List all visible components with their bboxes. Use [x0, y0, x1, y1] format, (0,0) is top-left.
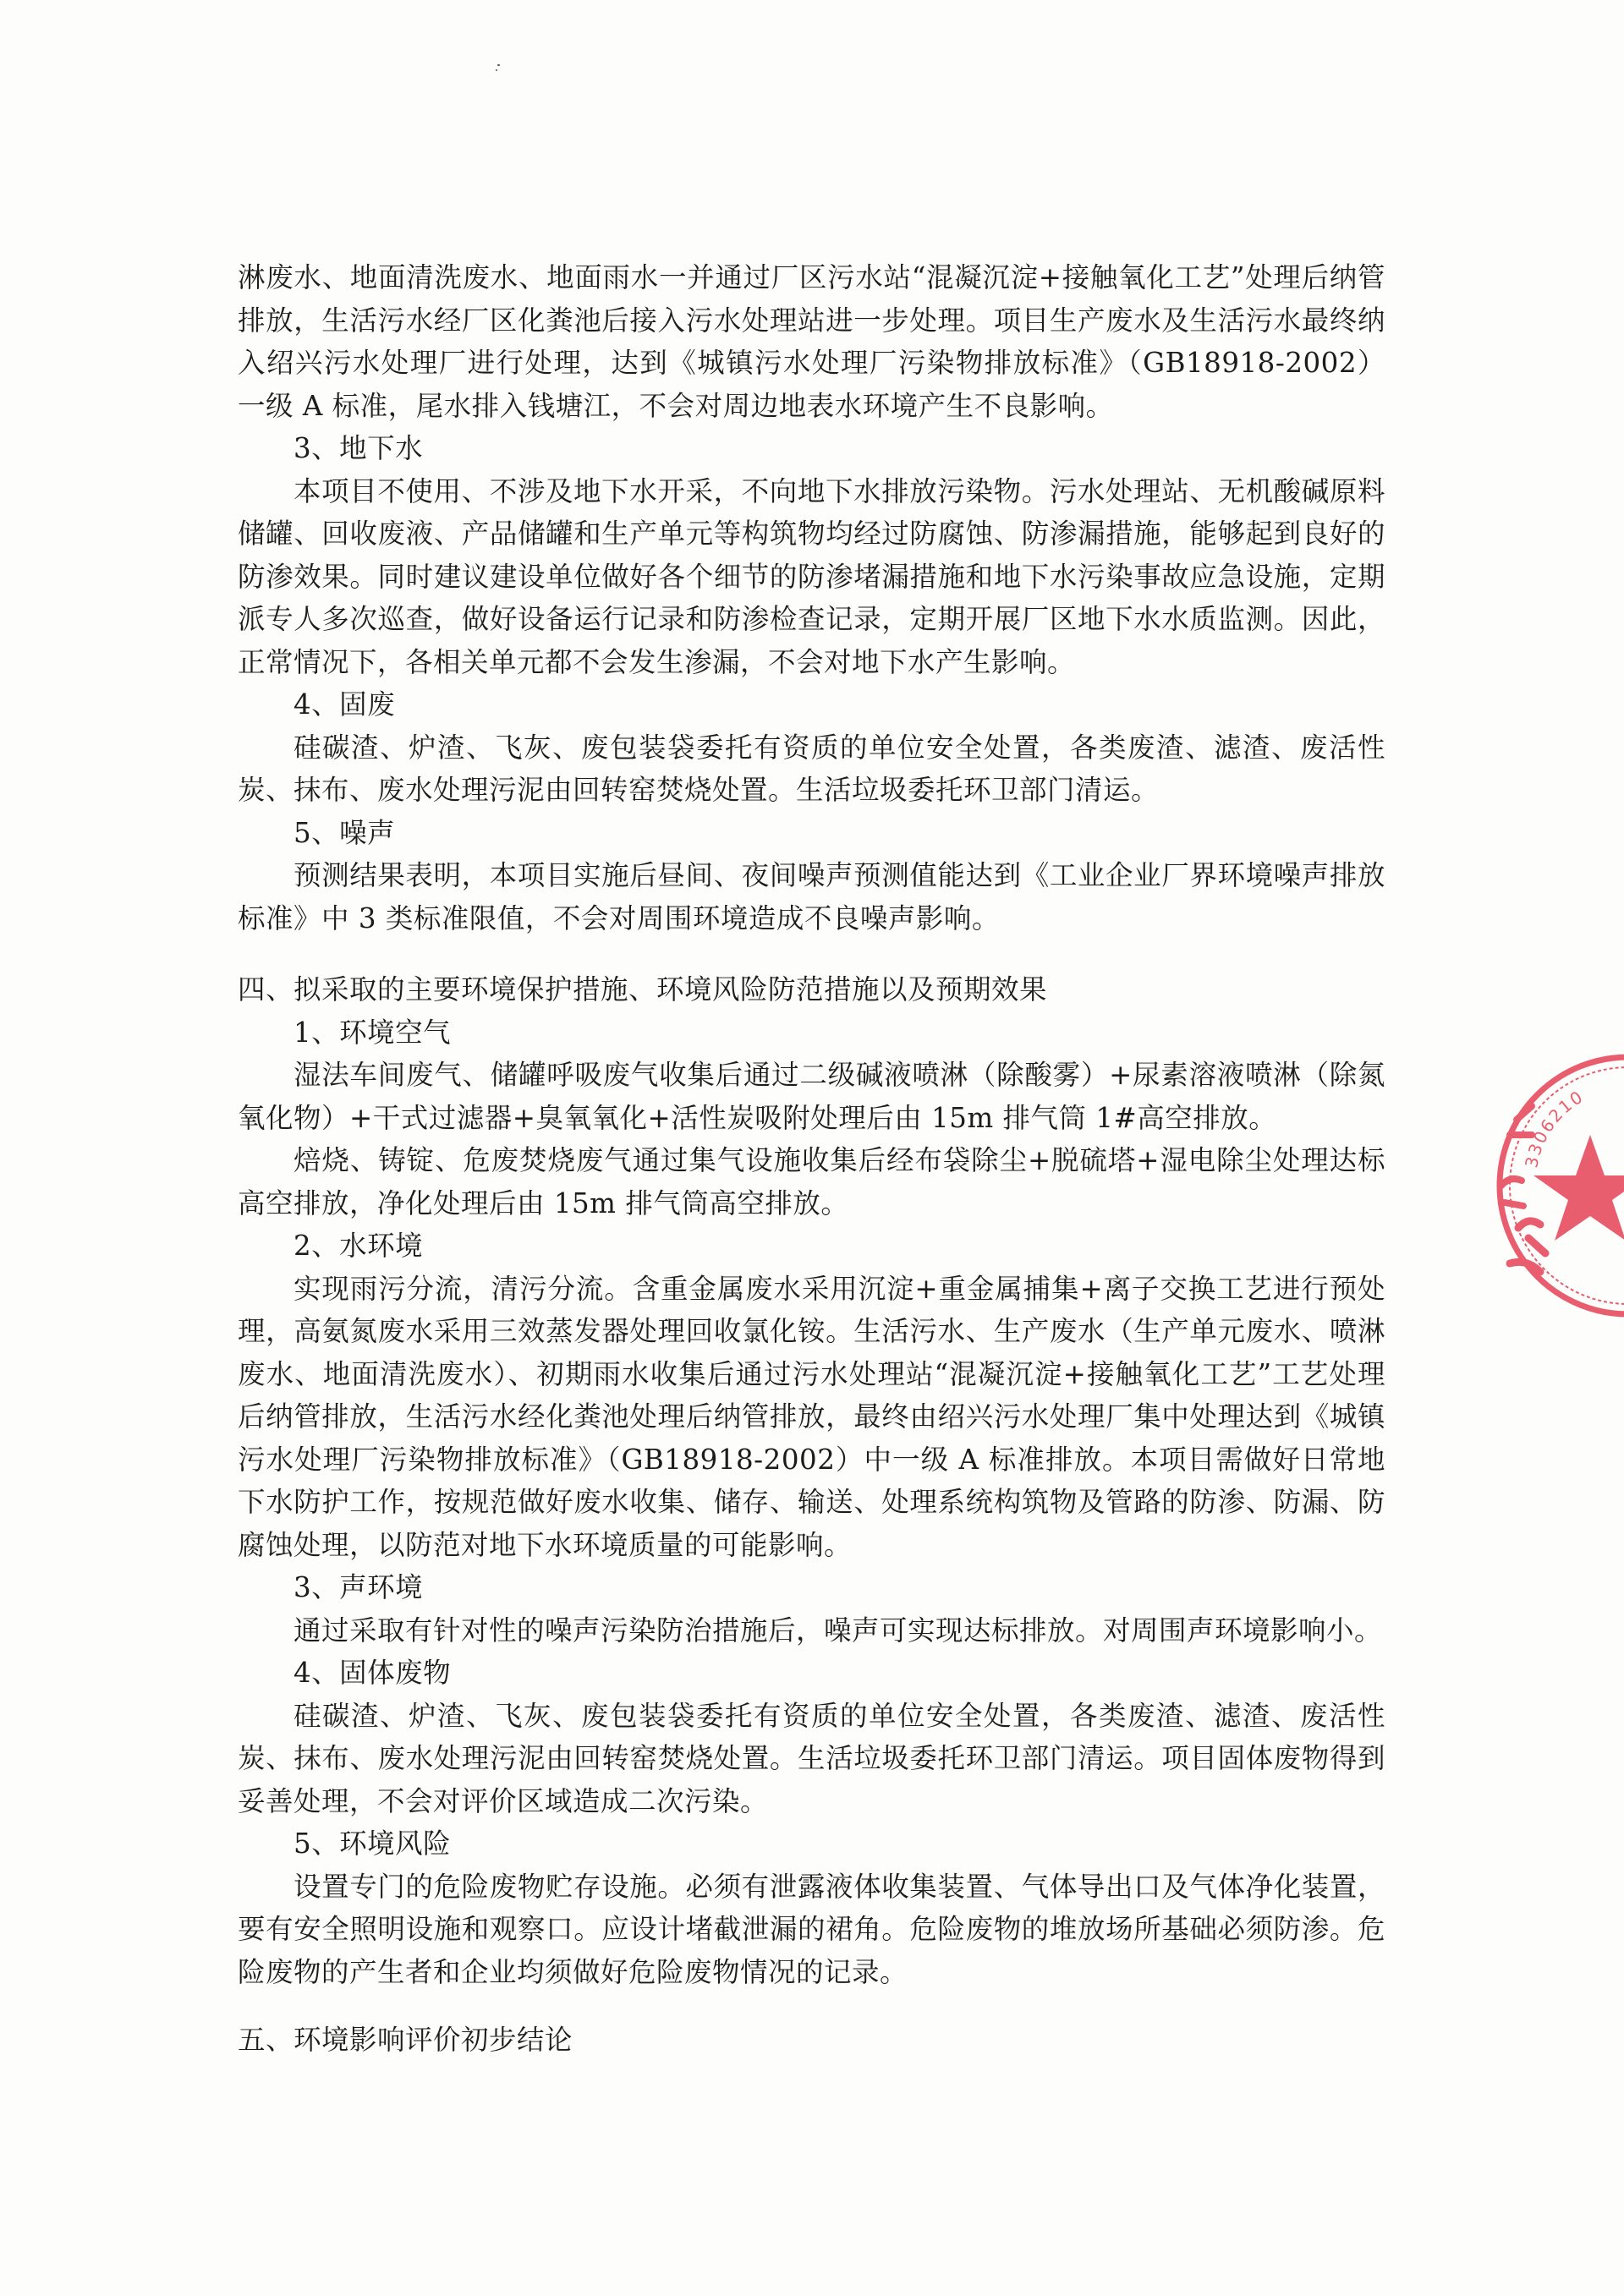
paragraph-acoustic-environment: 通过采取有针对性的噪声污染防治措施后，噪声可实现达标排放。对周围声环境影响小。	[294, 1614, 1383, 1647]
heading-water-environment: 2、水环境	[294, 1230, 424, 1262]
heading-solid-waste: 4、固废	[294, 688, 396, 721]
paragraph-groundwater: 本项目不使用、不涉及地下水开采，不向地下水排放污染物。污水处理站、无机酸碱原料储罐、回收废液、产品储罐和生产单元等构筑物均经过防腐蚀、防渗漏措施，能够起到良好的防渗效果。同时建议建设单位做好各个细节的防渗堵漏措施和地下水污染事故应急设施，定期派专人多次巡查，做好设备运行记录和防渗检查记录，定期开展厂区地下水水质监测。因此，正常情况下，各相关单元都不会发生渗漏，不会对地下水产生影响。	[238, 474, 1385, 678]
section-heading-4: 四、拟采取的主要环境保护措施、环境风险防范措施以及预期效果	[238, 973, 1048, 1006]
paragraph-water-environment: 实现雨污分流，清污分流。含重金属废水采用沉淀+重金属捕集+离子交换工艺进行预处理，高氨氮废水采用三效蒸发器处理回收氯化铵。生活污水、生产废水（生产单元废水、喷淋废水、地面清洗废水）、初期雨水收集后通过污水处理站“混凝沉淀+接触氧化工艺”工艺处理后纳管排放，生活污水经化粪池处理后纳管排放，最终由绍兴污水处理厂集中处理达到《城镇污水处理厂污染物排放标准》（GB18918-2002）中一级 A 标准排放。本项目需做好日常地下水防护工作，按规范做好废水收集、储存、输送、处理系统构筑物及管路的防渗、防漏、防腐蚀处理，以防范对地下水环境质量的可能影响。	[238, 1272, 1385, 1561]
paragraph-ambient-air-2: 焙烧、铸锭、危废焚烧废气通过集气设施收集后经布袋除尘+脱硫塔+湿电除尘处理达标高空排放，净化处理后由 15m 排气筒高空排放。	[238, 1144, 1385, 1219]
heading-groundwater: 3、地下水	[294, 432, 424, 464]
paragraph-noise: 预测结果表明，本项目实施后昼间、夜间噪声预测值能达到《工业企业厂界环境噪声排放标准》中 3 类标准限值，不会对周围环境造成不良噪声影响。	[238, 859, 1385, 934]
seal-number: 3306210	[1521, 1086, 1588, 1170]
paragraph-solid-waste-measures: 硅碳渣、炉渣、飞灰、废包装袋委托有资质的单位安全处置，各类废渣、滤渣、废活性炭、抹布、废水处理污泥由回转窑焚烧处置。生活垃圾委托环卫部门清运。项目固体废物得到妥善处理，不会对评价区域造成二次污染。	[238, 1699, 1385, 1817]
heading-ambient-air: 1、环境空气	[294, 1016, 452, 1049]
scan-speck	[497, 64, 500, 66]
heading-environmental-risk: 5、环境风险	[294, 1827, 452, 1860]
heading-acoustic-environment: 3、声环境	[294, 1571, 424, 1603]
section-gap	[238, 940, 1385, 968]
section-gap	[238, 1993, 1385, 2019]
paragraph-solid-waste: 硅碳渣、炉渣、飞灰、废包装袋委托有资质的单位安全处置，各类废渣、滤渣、废活性炭、抹布、废水处理污泥由回转窑焚烧处置。生活垃圾委托环卫部门清运。	[238, 731, 1385, 806]
paragraph-surface-water: 淋废水、地面清洗废水、地面雨水一并通过厂区污水站“混凝沉淀+接触氧化工艺”处理后纳管排放，生活污水经厂区化粪池后接入污水处理站进一步处理。项目生产废水及生活污水最终纳入绍兴污水处理厂进行处理，达到《城镇污水处理厂污染物排放标准》（GB18918-2002）一级 A 标准，尾水排入钱塘江，不会对周边地表水环境产生不良影响。	[238, 261, 1385, 422]
seal-star-icon	[1533, 1135, 1624, 1241]
official-seal	[1484, 1042, 1624, 1321]
heading-noise: 5、噪声	[294, 816, 396, 849]
heading-solid-waste-measures: 4、固体废物	[294, 1657, 452, 1689]
paragraph-environmental-risk: 设置专门的危险废物贮存设施。必须有泄露液体收集装置、气体导出口及气体净化装置，要有安全照明设施和观察口。应设计堵截泄漏的裙角。危险废物的堆放场所基础必须防渗。危险废物的产生者和企业均须做好危险废物情况的记录。	[238, 1870, 1385, 1988]
section-heading-5: 五、环境影响评价初步结论	[238, 2024, 573, 2056]
scan-speck	[496, 69, 497, 71]
paragraph-ambient-air-1: 湿法车间废气、储罐呼吸废气收集后通过二级碱液喷淋（除酸雾）+尿素溶液喷淋（除氮氧化物）+干式过滤器+臭氧氧化+活性炭吸附处理后由 15m 排气筒 1#高空排放。	[238, 1059, 1385, 1134]
seal-character-mark	[1501, 1179, 1523, 1206]
document-body	[238, 256, 1385, 2062]
